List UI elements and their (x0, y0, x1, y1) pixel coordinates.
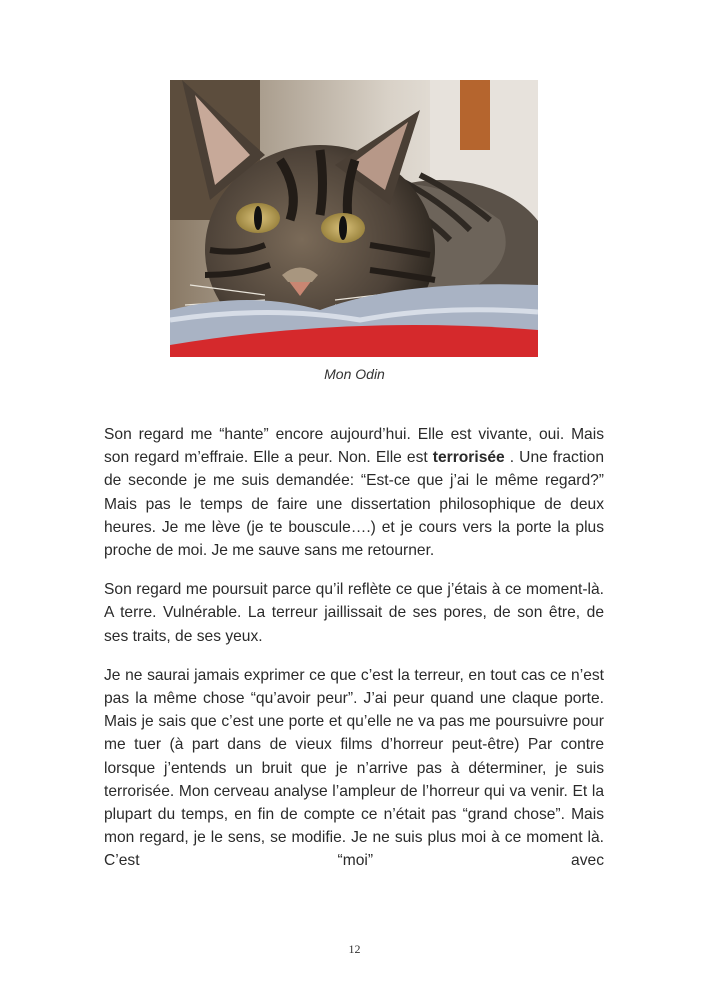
paragraph-1-part-2: . Une fraction de seconde je me suis demandée: “Est-ce que j’ai le même regard?” Mais pas le temps de faire une dissertation philosophique de deux heures. Je me lève (je te bouscule….) et je cours vers la porte la plus proche de moi. Je me sauve sans me retourner. (104, 449, 604, 560)
paragraph-3: Je ne saurai jamais exprimer ce que c’est la terreur, en tout cas ce n’est pas la même chose “qu’avoir peur”. J’ai peur quand une claque porte. Mais je sais que c’est une porte et qu’elle ne va pas me poursuivre pour me tuer (à part dans de vieux films d’horreur peut-être) Par contre lorsque j’entends un bruit que je n’arrive pas à déterminer, je suis terrorisée. Mon cerveau analyse l’ampleur de l’horreur qui va venir. Et la plupart du temps, en fin de compte ce n’était pas “grand chose”. Mais mon regard, je le sens, se modifie. Je ne suis plus moi à ce moment là. C’est “moi” avec (104, 666, 604, 870)
paragraph-1-part-1: Son regard me “hante” encore aujourd’hui. Elle est vivante, oui. Mais son regard m’effraie. Elle a peur. Non. Elle est (104, 426, 604, 467)
paragraph-2: Son regard me poursuit parce qu’il reflète ce que j’étais à ce moment-là. A terre. Vulnérable. La terreur jaillissait de ses pores, de son être, de ses traits, de ses yeux. (104, 581, 604, 645)
page-number: 12 (348, 942, 361, 956)
emphasized-word: terrorisée (432, 449, 505, 467)
cat-photo-drawing (170, 80, 538, 357)
cat-photo (170, 80, 538, 357)
paragraph-1 (104, 423, 604, 562)
figure-caption: Mon Odin (324, 366, 385, 382)
body-text (104, 423, 604, 889)
